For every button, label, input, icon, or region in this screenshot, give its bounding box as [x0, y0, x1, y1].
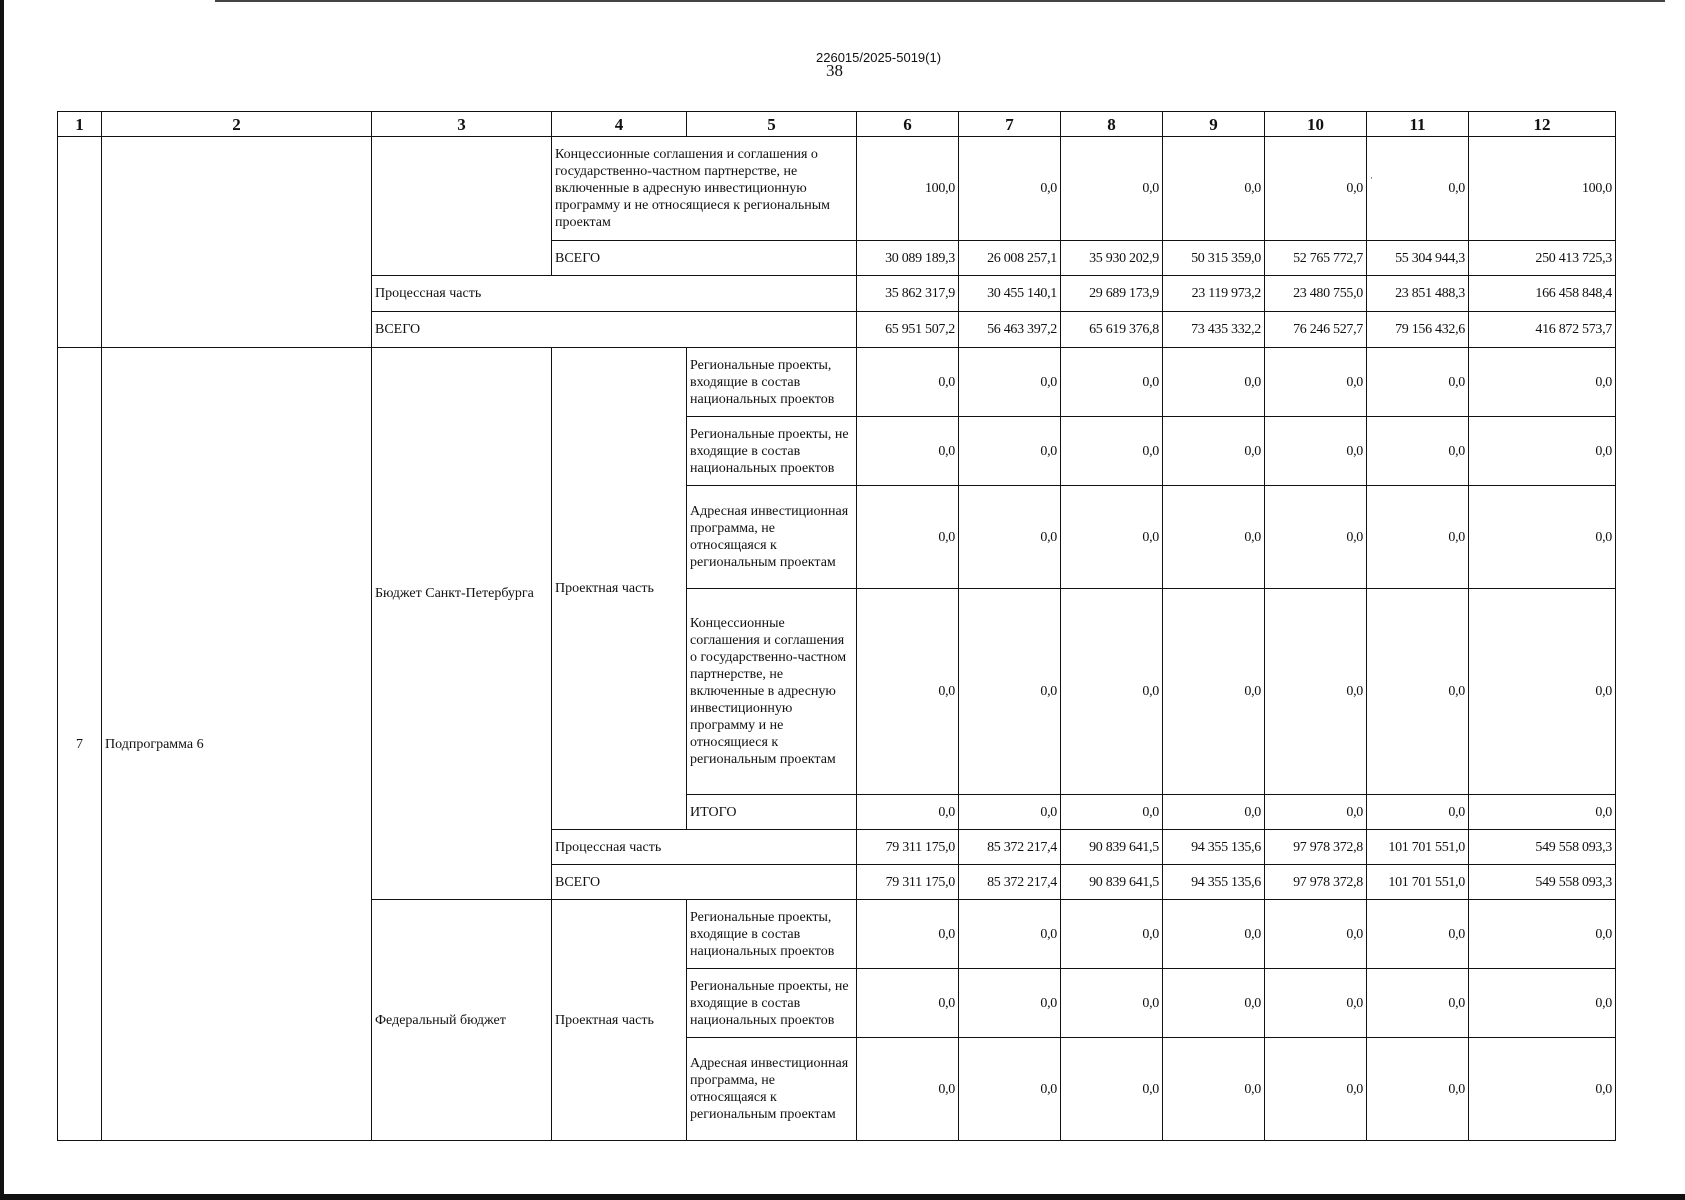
- value-cell: 90 839 641,5: [1061, 865, 1163, 900]
- value-cell: 29 689 173,9: [1061, 276, 1163, 312]
- value-cell: 0,0: [1367, 795, 1469, 830]
- row-label-total: ВСЕГО: [372, 312, 857, 348]
- value-cell: 85 372 217,4: [959, 830, 1061, 865]
- value-cell: 166 458 848,4: [1469, 276, 1616, 312]
- value-cell: 0,0: [1469, 417, 1616, 486]
- value-cell: 0,0: [1367, 900, 1469, 969]
- value-cell: 0,0: [857, 348, 959, 417]
- value-cell: 0,0: [1061, 1038, 1163, 1141]
- value-cell: 52 765 772,7: [1265, 241, 1367, 276]
- value-cell: 0,0: [1061, 589, 1163, 795]
- value-cell: 0,0: [1367, 348, 1469, 417]
- value-cell: 101 701 551,0: [1367, 830, 1469, 865]
- value-cell: 0,0: [959, 795, 1061, 830]
- value-cell: 0,0: [1469, 900, 1616, 969]
- value-cell: 0,0: [1265, 795, 1367, 830]
- col-header-5: 5: [687, 112, 857, 137]
- value-cell: 0,0: [1265, 1038, 1367, 1141]
- col-header-2: 2: [102, 112, 372, 137]
- value-cell: 35 862 317,9: [857, 276, 959, 312]
- value-cell: 100,0: [1469, 137, 1616, 241]
- col-header-4: 4: [552, 112, 687, 137]
- value-cell: 0,0: [959, 348, 1061, 417]
- value-cell: 0,0: [1061, 348, 1163, 417]
- page-number: 38: [826, 61, 843, 80]
- value-cell: 0,0: [1163, 589, 1265, 795]
- value-cell: 0,0: [1163, 486, 1265, 589]
- value-cell: 23 480 755,0: [1265, 276, 1367, 312]
- row-label-reg-not-national: Региональные проекты, не входящие в состав национальных проектов: [687, 417, 857, 486]
- value-cell: 65 619 376,8: [1061, 312, 1163, 348]
- value-cell: 0,0: [857, 969, 959, 1038]
- row-label-aip: Адресная инвестиционная программа, не относящаяся к региональным проектам: [687, 486, 857, 589]
- value-cell: 0,0: [1265, 348, 1367, 417]
- value-cell: 97 978 372,8: [1265, 865, 1367, 900]
- empty-cell: [372, 137, 552, 276]
- budget-table: [57, 111, 1616, 1141]
- value-cell: 0,0: [1163, 1038, 1265, 1141]
- value-cell: 0,0: [1163, 137, 1265, 241]
- value-cell: 0,0: [1367, 137, 1469, 241]
- value-cell: 94 355 135,6: [1163, 865, 1265, 900]
- value-cell: 0,0: [1061, 486, 1163, 589]
- value-cell: 0,0: [1265, 486, 1367, 589]
- col-header-6: 6: [857, 112, 959, 137]
- value-cell: 0,0: [1163, 417, 1265, 486]
- value-cell: 0,0: [1469, 795, 1616, 830]
- value-cell: 0,0: [1061, 900, 1163, 969]
- value-cell: 73 435 332,2: [1163, 312, 1265, 348]
- value-cell: 0,0: [1469, 486, 1616, 589]
- value-cell: 0,0: [1469, 589, 1616, 795]
- value-cell: 0,0: [857, 1038, 959, 1141]
- row-label-process: Процессная часть: [372, 276, 857, 312]
- value-cell: 0,0: [1265, 417, 1367, 486]
- value-cell: 0,0: [959, 589, 1061, 795]
- value-cell: 0,0: [959, 1038, 1061, 1141]
- value-cell: 0,0: [1367, 486, 1469, 589]
- value-cell: 0,0: [1163, 969, 1265, 1038]
- col-header-8: 8: [1061, 112, 1163, 137]
- value-cell: 0,0: [857, 486, 959, 589]
- row-label-concession: Концессионные соглашения и соглашения о государственно-частном партнерстве, не включенные в адресную инвестиционную программу и не относящиеся к региональным проектам: [552, 137, 857, 241]
- value-cell: 0,0: [1265, 589, 1367, 795]
- stray-mark: ·: [1370, 173, 1373, 183]
- empty-cell: [102, 137, 372, 348]
- value-cell: 0,0: [959, 969, 1061, 1038]
- value-cell: 76 246 527,7: [1265, 312, 1367, 348]
- value-cell: 0,0: [857, 795, 959, 830]
- row-label-aip: Адресная инвестиционная программа, не относящаяся к региональным проектам: [687, 1038, 857, 1141]
- row-label-reg-national: Региональные проекты, входящие в состав национальных проектов: [687, 900, 857, 969]
- value-cell: 26 008 257,1: [959, 241, 1061, 276]
- value-cell: 0,0: [1265, 900, 1367, 969]
- value-cell: 0,0: [857, 900, 959, 969]
- col-header-12: 12: [1469, 112, 1616, 137]
- row-label-total: ВСЕГО: [552, 241, 857, 276]
- value-cell: 0,0: [1367, 589, 1469, 795]
- value-cell: 79 311 175,0: [857, 830, 959, 865]
- value-cell: 30 089 189,3: [857, 241, 959, 276]
- value-cell: 101 701 551,0: [1367, 865, 1469, 900]
- value-cell: 85 372 217,4: [959, 865, 1061, 900]
- column-number-row: [58, 112, 1616, 137]
- col-header-11: 11: [1367, 112, 1469, 137]
- col-header-7: 7: [959, 112, 1061, 137]
- value-cell: 0,0: [1469, 1038, 1616, 1141]
- empty-cell: [58, 137, 102, 348]
- row-label-total: ВСЕГО: [552, 865, 857, 900]
- value-cell: 0,0: [959, 900, 1061, 969]
- top-rule: [215, 0, 1665, 2]
- value-cell: 0,0: [959, 137, 1061, 241]
- value-cell: 0,0: [1265, 137, 1367, 241]
- value-cell: 0,0: [857, 417, 959, 486]
- value-cell: 94 355 135,6: [1163, 830, 1265, 865]
- project-part-label: Проектная часть: [552, 348, 687, 830]
- value-cell: 79 311 175,0: [857, 865, 959, 900]
- row-label-concession: Концессионные соглашения и соглашения о государственно-частном партнерстве, не включенные в адресную инвестиционную программу и не относящиеся к региональным проектам: [687, 589, 857, 795]
- value-cell: 0,0: [959, 486, 1061, 589]
- value-cell: 50 315 359,0: [1163, 241, 1265, 276]
- value-cell: 549 558 093,3: [1469, 830, 1616, 865]
- col-header-3: 3: [372, 112, 552, 137]
- program-name: Подпрограмма 6: [102, 348, 372, 1141]
- value-cell: 100,0: [857, 137, 959, 241]
- budget-federal: Федеральный бюджет: [372, 900, 552, 1141]
- value-cell: 30 455 140,1: [959, 276, 1061, 312]
- value-cell: 0,0: [1163, 795, 1265, 830]
- col-header-10: 10: [1265, 112, 1367, 137]
- value-cell: 0,0: [857, 589, 959, 795]
- value-cell: 0,0: [1367, 1038, 1469, 1141]
- value-cell: 65 951 507,2: [857, 312, 959, 348]
- value-cell: 0,0: [1163, 900, 1265, 969]
- value-cell: 23 119 973,2: [1163, 276, 1265, 312]
- value-cell: 0,0: [1367, 417, 1469, 486]
- budget-spb: Бюджет Санкт-Петербурга: [372, 348, 552, 900]
- value-cell: 0,0: [959, 417, 1061, 486]
- value-cell: 0,0: [1469, 348, 1616, 417]
- value-cell: 0,0: [1061, 969, 1163, 1038]
- value-cell: 0,0: [1367, 969, 1469, 1038]
- value-cell: 0,0: [1163, 348, 1265, 417]
- value-cell: 0,0: [1469, 969, 1616, 1038]
- scan-bottom-edge: [0, 1194, 1685, 1200]
- table-row: [58, 348, 1616, 417]
- row-label-process: Процессная часть: [552, 830, 857, 865]
- value-cell: 56 463 397,2: [959, 312, 1061, 348]
- row-label-itogo: ИТОГО: [687, 795, 857, 830]
- row-label-reg-not-national: Региональные проекты, не входящие в состав национальных проектов: [687, 969, 857, 1038]
- row-number: 7: [58, 348, 102, 1141]
- value-cell: 0,0: [1061, 137, 1163, 241]
- value-cell: 250 413 725,3: [1469, 241, 1616, 276]
- value-cell: 35 930 202,9: [1061, 241, 1163, 276]
- value-cell: 549 558 093,3: [1469, 865, 1616, 900]
- project-part-label: Проектная часть: [552, 900, 687, 1141]
- value-cell: 23 851 488,3: [1367, 276, 1469, 312]
- value-cell: 90 839 641,5: [1061, 830, 1163, 865]
- scan-left-edge: [0, 0, 4, 1200]
- value-cell: 0,0: [1061, 417, 1163, 486]
- value-cell: 55 304 944,3: [1367, 241, 1469, 276]
- document-id: 226015/2025-5019(1): [816, 50, 942, 65]
- value-cell: 79 156 432,6: [1367, 312, 1469, 348]
- value-cell: 0,0: [1061, 795, 1163, 830]
- col-header-9: 9: [1163, 112, 1265, 137]
- row-label-reg-national: Региональные проекты, входящие в состав национальных проектов: [687, 348, 857, 417]
- value-cell: 97 978 372,8: [1265, 830, 1367, 865]
- col-header-1: 1: [58, 112, 102, 137]
- value-cell: 0,0: [1265, 969, 1367, 1038]
- table-row: [58, 137, 1616, 241]
- value-cell: 416 872 573,7: [1469, 312, 1616, 348]
